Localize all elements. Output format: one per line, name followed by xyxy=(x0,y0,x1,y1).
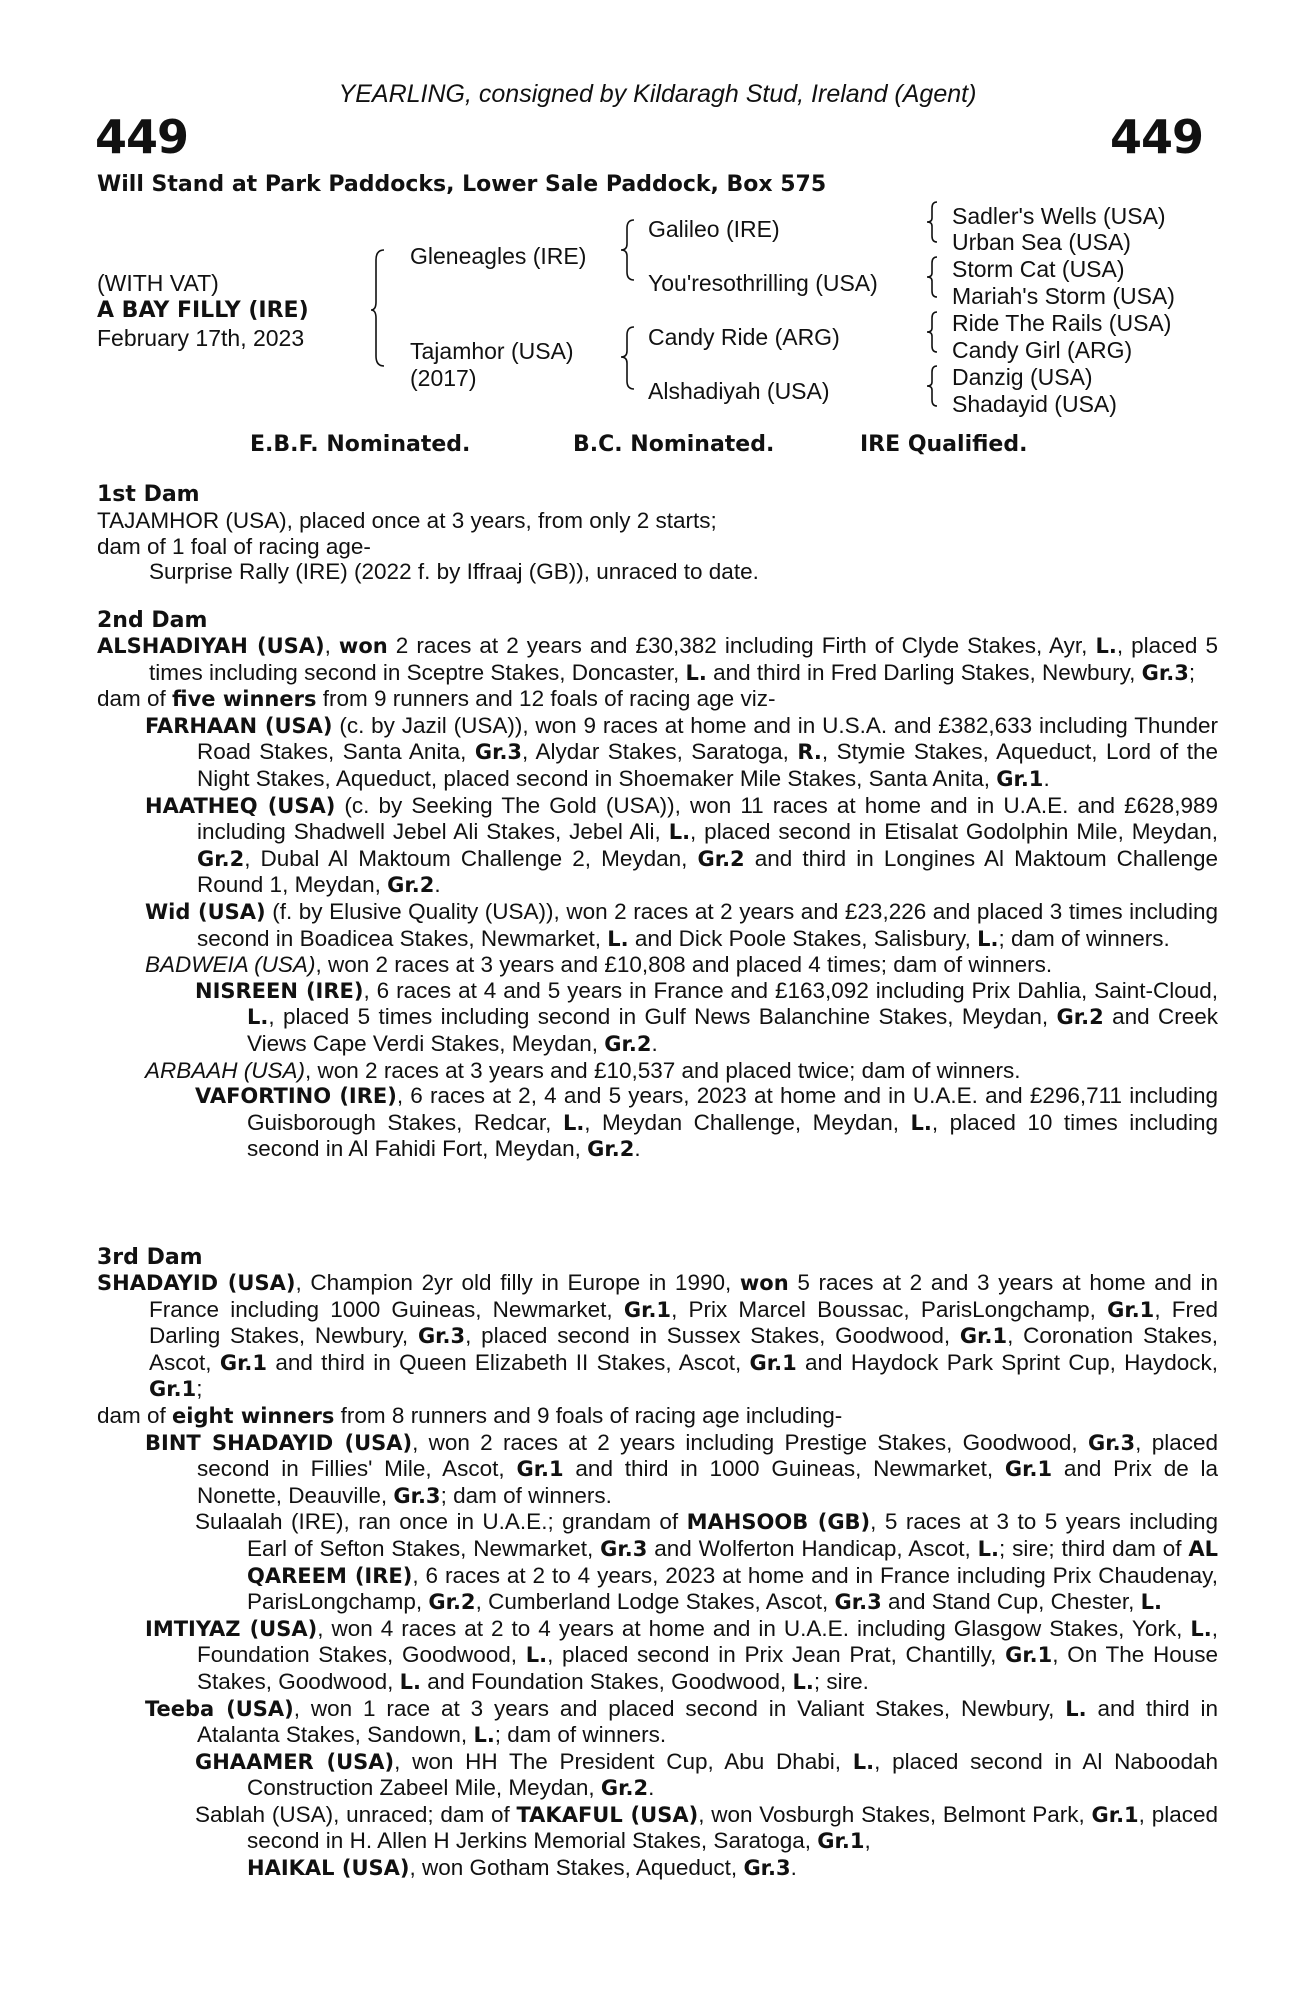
bracket-alshadiyah xyxy=(925,364,943,408)
consignment-header: YEARLING, consigned by Kildaragh Stud, Ireland (Agent) xyxy=(338,80,977,108)
sire-dam-bracket xyxy=(370,248,390,368)
second-dam-heading: 2nd Dam xyxy=(97,608,208,633)
lot-number-right: 449 xyxy=(1109,110,1203,164)
bracket-yoursothrilling xyxy=(925,255,943,299)
first-dam-line: TAJAMHOR (USA), placed once at 3 years, from only 2 starts; xyxy=(97,508,717,533)
second-dam-produce-summary: dam of five winners from 9 runners and 12 foals of racing age viz- xyxy=(97,686,776,712)
dam-line-bracket xyxy=(620,325,640,391)
first-dam-heading: 1st Dam xyxy=(97,482,200,507)
second-dam-block xyxy=(97,633,1218,1163)
sire-line-bracket xyxy=(620,218,640,282)
produce-sablah: Sablah (USA), unraced; dam of TAKAFUL (USA), won Vosburgh Stakes, Belmont Park, Gr.1, placed second in H. Allen H Jerkins Memorial Stakes, Saratoga, Gr.1, HAIKAL (USA), won Gotham Stakes, Aqueduct, Gr.3. xyxy=(195,1801,1218,1881)
produce-wid: Wid (USA) (f. by Elusive Quality (USA)), won 2 races at 2 years and £23,226 and placed 3 times including second in Boadicea Stakes, Newmarket, L. and Dick Poole Stakes, Salisbury, L.; dam of winners. xyxy=(145,898,1218,951)
pedigree-dam-dam: Alshadiyah (USA) xyxy=(648,378,830,404)
produce-badweia: BADWEIA (USA), won 2 races at 3 years and £10,808 and placed 4 times; dam of winners. xyxy=(145,952,1053,978)
produce-bint-shadayid: BINT SHADAYID (USA), won 2 races at 2 years including Prestige Stakes, Goodwood, Gr.3, placed second in Fillies' Mile, Ascot, Gr.1 and third in 1000 Guineas, Newmarket, Gr.1 and Prix de la Nonette, Deauville, Gr.3; dam of winners. xyxy=(145,1429,1219,1508)
third-dam-heading: 3rd Dam xyxy=(97,1245,203,1270)
stand-location: Will Stand at Park Paddocks, Lower Sale Paddock, Box 575 xyxy=(97,172,827,197)
pedigree-sire: Gleneagles (IRE) xyxy=(410,243,587,269)
produce-teeba: Teeba (USA), won 1 race at 3 years and placed second in Valiant Stakes, Newbury, L. and third in Atalanta Stakes, Sandown, L.; dam of winners. xyxy=(145,1695,1218,1748)
horse-name: A BAY FILLY (IRE) xyxy=(97,298,309,323)
pedigree-sds: Storm Cat (USA) xyxy=(952,256,1125,282)
produce-imtiyaz: IMTIYAZ (USA), won 4 races at 2 to 4 years at home and in U.A.E. including Glasgow Stakes, York, L., Foundation Stakes, Goodwood, L., placed second in Prix Jean Prat, Chantilly, Gr.1, On The House Stakes, Goodwood, L. and Foundation Stakes, Goodwood, L.; sire. xyxy=(145,1615,1218,1694)
lot-number-left: 449 xyxy=(95,110,189,164)
pedigree-dam-year: (2017) xyxy=(410,365,477,391)
pedigree-dss: Ride The Rails (USA) xyxy=(952,310,1172,336)
third-dam-record: SHADAYID (USA), Champion 2yr old filly in Europe in 1990, won 5 races at 2 and 3 years at home and in France including 1000 Guineas, Newmarket, Gr.1, Prix Marcel Boussac, ParisLongchamp, Gr.1, Fred Darling Stakes, Newbury, Gr.3, placed second in Sussex Stakes, Goodwood, Gr.1, Coronation Stakes, Ascot, Gr.1 and third in Queen Elizabeth II Stakes, Ascot, Gr.1 and Haydock Park Sprint Cup, Haydock, Gr.1; xyxy=(97,1270,1219,1402)
pedigree-ddd: Shadayid (USA) xyxy=(952,391,1117,417)
pedigree-sire-sire: Galileo (IRE) xyxy=(648,216,780,242)
produce-vafortino: VAFORTINO (IRE), 6 races at 2, 4 and 5 years, 2023 at home and in U.A.E. and £296,711 including Guisborough Stakes, Redcar, L., Meydan Challenge, Meydan, L., placed 10 times including second in Al Fahidi Fort, Meydan, Gr.2. xyxy=(195,1083,1219,1162)
bracket-galileo xyxy=(925,200,943,244)
produce-arbaah: ARBAAH (USA), won 2 races at 3 years and £10,537 and placed twice; dam of winners. xyxy=(145,1057,1021,1083)
produce-ghaamer: GHAAMER (USA), won HH The President Cup, Abu Dhabi, L., placed second in Al Naboodah Construction Zabeel Mile, Meydan, Gr.2. xyxy=(195,1748,1219,1801)
pedigree-sdd: Mariah's Storm (USA) xyxy=(952,283,1175,309)
first-dam-foals: dam of 1 foal of racing age- xyxy=(97,533,371,559)
pedigree-dsd: Candy Girl (ARG) xyxy=(952,337,1133,363)
produce-nisreen: NISREEN (IRE), 6 races at 4 and 5 years in France and £163,092 including Prix Dahlia, Saint-Cloud, L., placed 5 times including second in Gulf News Balanchine Stakes, Meydan, Gr.2 and Creek Views Cape Verdi Stakes, Meydan, Gr.2. xyxy=(195,977,1219,1056)
bc-nomination: B.C. Nominated. xyxy=(573,432,775,457)
first-dam-produce: Surprise Rally (IRE) (2022 f. by Iffraaj (GB)), unraced to date. xyxy=(149,559,759,585)
pedigree-sire-dam: You'resothrilling (USA) xyxy=(648,270,878,296)
produce-haatheq: HAATHEQ (USA) (c. by Seeking The Gold (USA)), won 11 races at home and in U.A.E. and £628,989 including Shadwell Jebel Ali Stakes, Jebel Ali, L., placed second in Etisalat Godolphin Mile, Meydan, Gr.2, Dubal Al Maktoum Challenge 2, Meydan, Gr.2 and third in Longines Al Maktoum Challenge Round 1, Meydan, Gr.2. xyxy=(145,792,1219,898)
pedigree-ssd: Urban Sea (USA) xyxy=(952,229,1131,255)
ebf-nomination: E.B.F. Nominated. xyxy=(250,432,471,457)
second-dam-record: ALSHADIYAH (USA), won 2 races at 2 years and £30,382 including Firth of Clyde Stakes, Ayr, L., placed 5 times including second in Sceptre Stakes, Doncaster, L. and third in Fred Darling Stakes, Newbury, Gr.3; xyxy=(97,633,1218,685)
foaling-date: February 17th, 2023 xyxy=(97,325,305,351)
ire-qualification: IRE Qualified. xyxy=(860,432,1028,457)
pedigree-dds: Danzig (USA) xyxy=(952,364,1093,390)
pedigree-dam: Tajamhor (USA) xyxy=(410,338,574,364)
pedigree-sss: Sadler's Wells (USA) xyxy=(952,203,1166,229)
third-dam-produce-summary: dam of eight winners from 8 runners and 9 foals of racing age including- xyxy=(97,1402,843,1428)
third-dam-block xyxy=(97,1270,1218,1882)
first-dam-block xyxy=(97,508,1218,585)
vat-note: (WITH VAT) xyxy=(97,270,219,296)
produce-sulaalah: Sulaalah (IRE), ran once in U.A.E.; grandam of MAHSOOB (GB), 5 races at 3 to 5 years including Earl of Sefton Stakes, Newmarket, Gr.3 and Wolferton Handicap, Ascot, L.; sire; third dam of AL QAREEM (IRE), 6 races at 2 to 4 years, 2023 at home and in France including Prix Chaudenay, ParisLongchamp, Gr.2, Cumberland Lodge Stakes, Ascot, Gr.3 and Stand Cup, Chester, L. xyxy=(195,1509,1219,1615)
bracket-candy-ride xyxy=(925,310,943,354)
pedigree-dam-sire: Candy Ride (ARG) xyxy=(648,324,840,350)
produce-farhaan: FARHAAN (USA) (c. by Jazil (USA)), won 9 races at home and in U.S.A. and £382,633 including Thunder Road Stakes, Santa Anita, Gr.3, Alydar Stakes, Saratoga, R., Stymie Stakes, Aqueduct, Lord of the Night Stakes, Aqueduct, placed second in Shoemaker Mile Stakes, Santa Anita, Gr.1. xyxy=(145,712,1218,791)
